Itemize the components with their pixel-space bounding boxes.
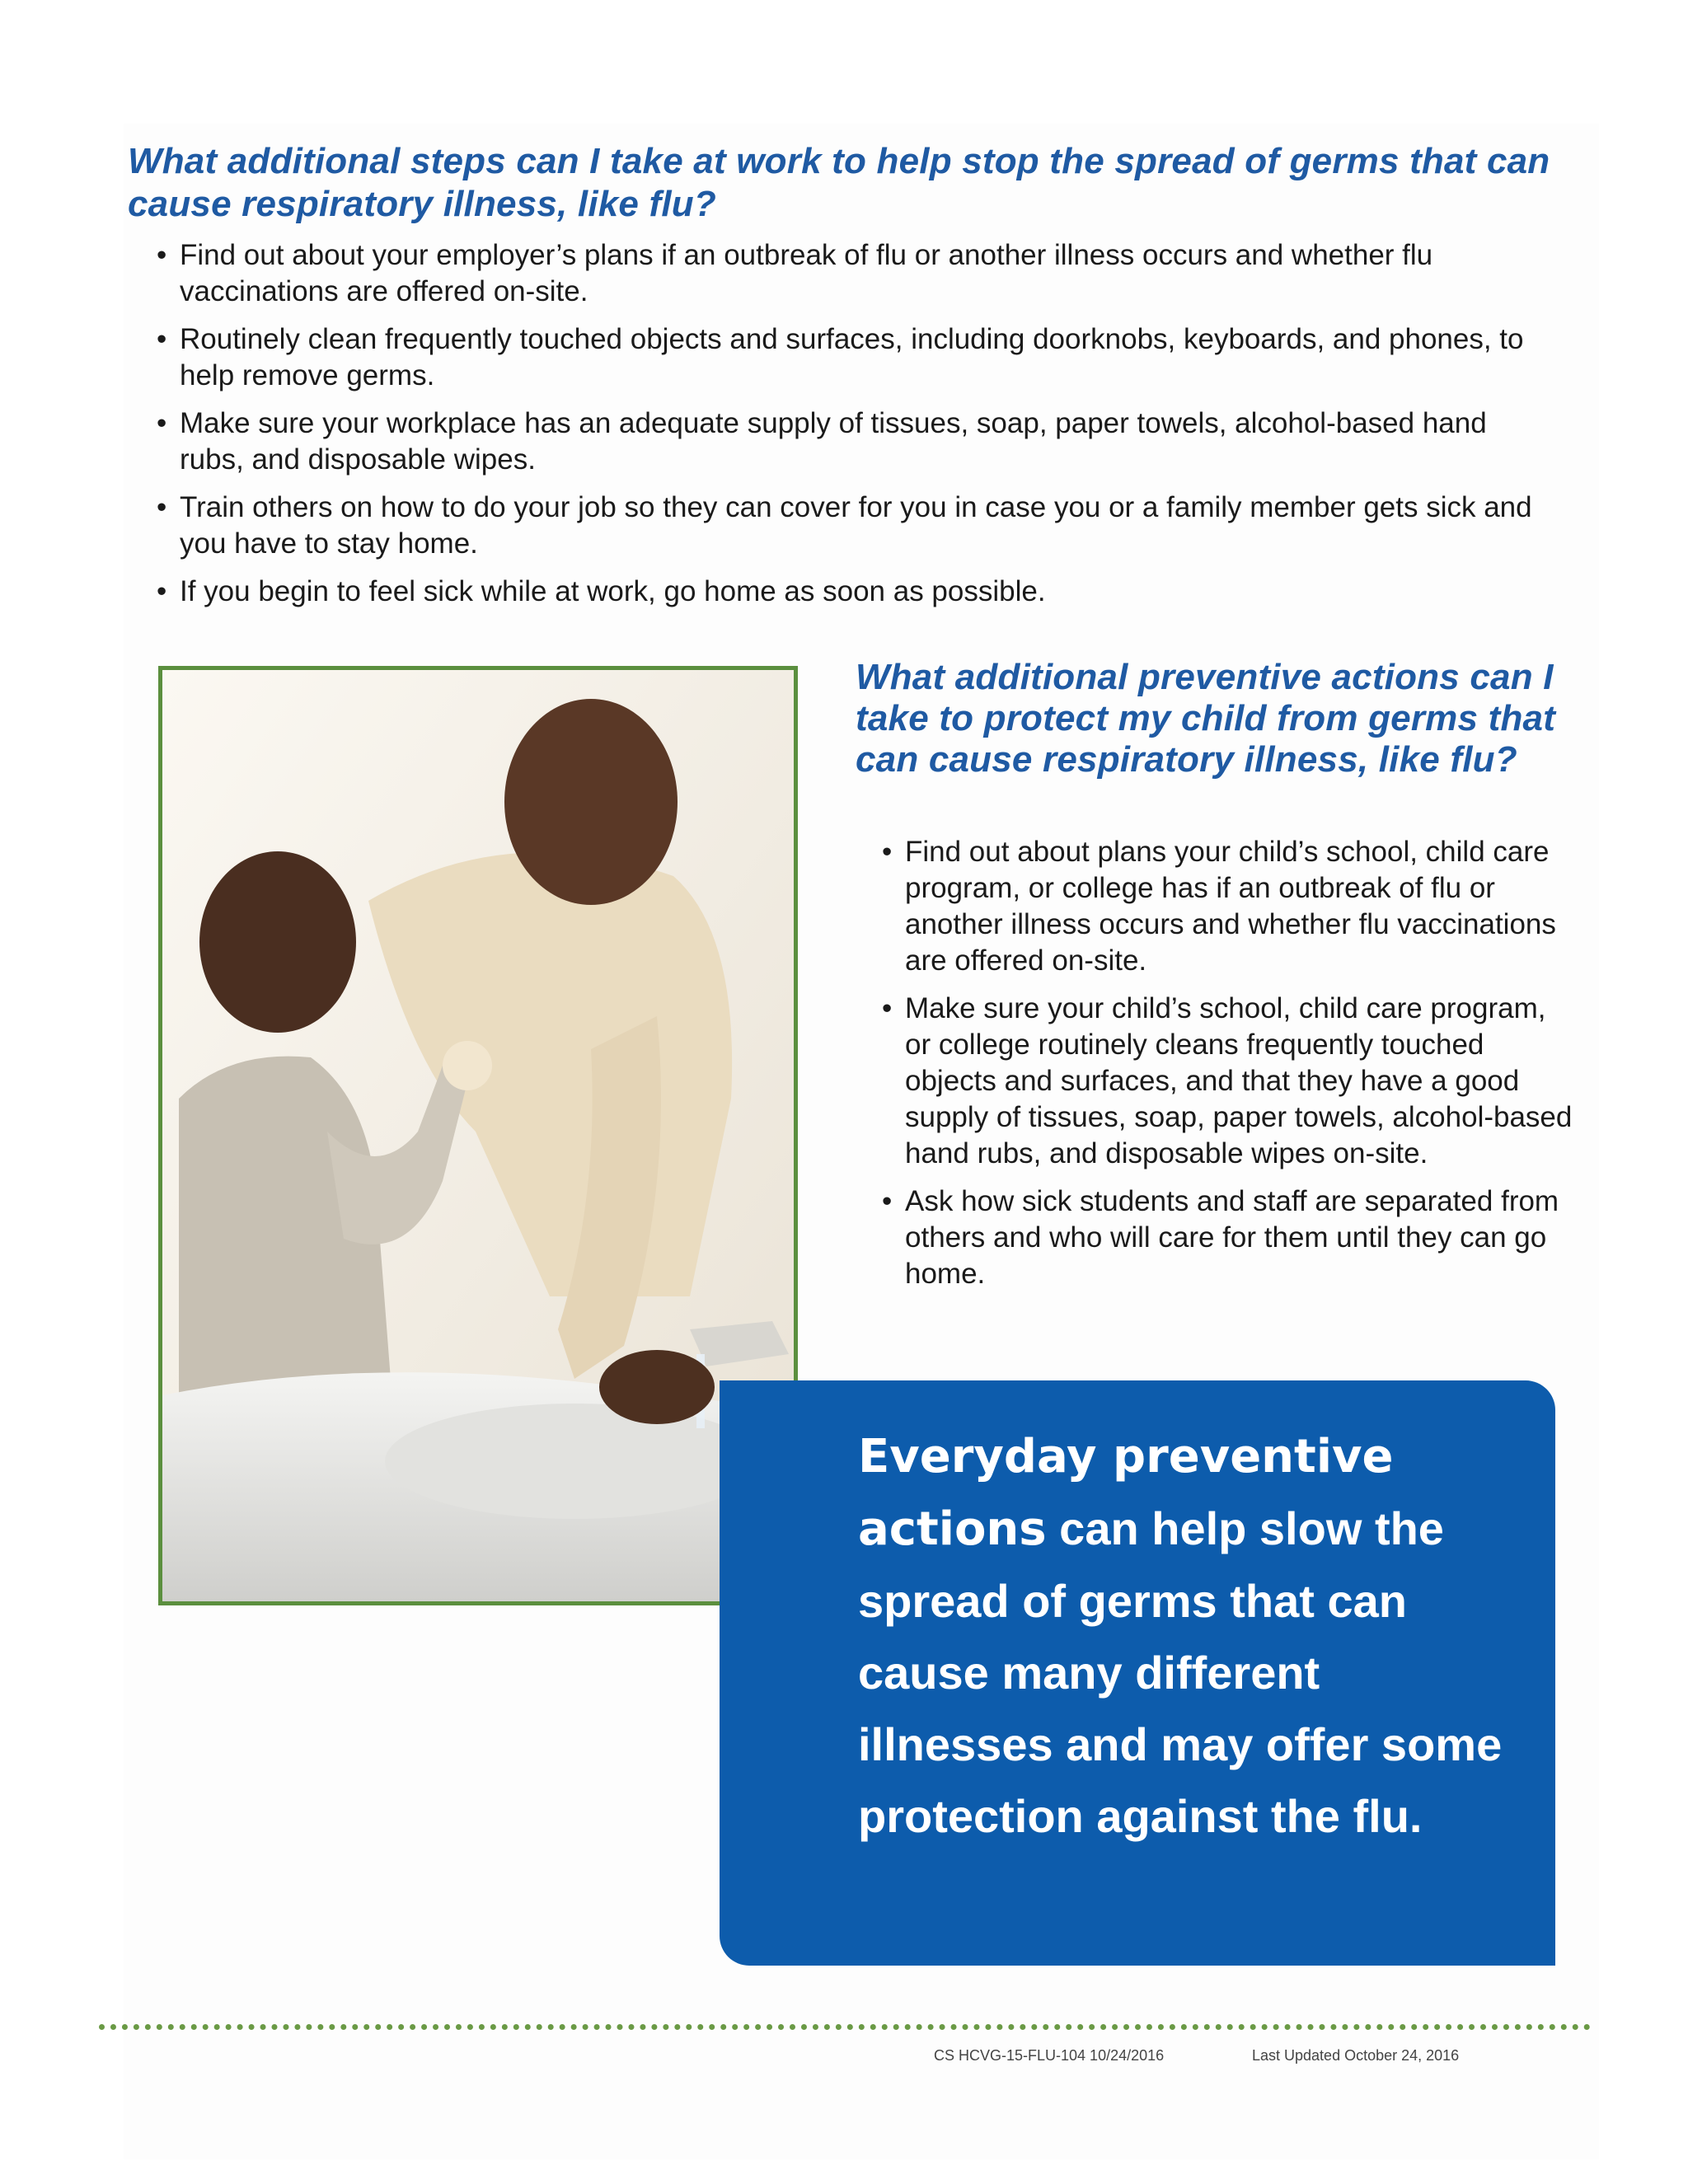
- list-item: • Routinely clean frequently touched objects and surfaces, including doorknobs, keyboards, and phones, to help remove germs.: [157, 321, 1558, 394]
- adult-head: [504, 699, 678, 905]
- child-head: [199, 851, 356, 1033]
- callout-text: [858, 1420, 1517, 1852]
- list-item: • Train others on how to do your job so they can cover for you in case you or a family member gets sick and you have to stay home.: [157, 490, 1558, 562]
- callout-lead: Everyday preventive actions: [858, 1430, 1394, 1556]
- footer-last-updated: Last Updated October 24, 2016: [1252, 2047, 1460, 2064]
- work-bullet-list: [157, 237, 1558, 621]
- list-item: • Find out about plans your child’s school, child care program, or college has if an outbreak of flu or another illness occurs and whether flu vaccinations are offered on-site.: [882, 834, 1574, 979]
- footer-doc-code: CS HCVG-15-FLU-104 10/24/2016: [934, 2047, 1165, 2064]
- list-item: • If you begin to feel sick while at work, go home as soon as possible.: [157, 574, 1558, 610]
- hands: [599, 1350, 715, 1424]
- footer-divider: [99, 2024, 1591, 2030]
- list-item: • Ask how sick students and staff are separated from others and who will care for them until they can go home.: [882, 1183, 1574, 1292]
- callout-rest: can help slow the spread of germs that can cause many different illnesses and may offer some protection against the flu.: [858, 1502, 1503, 1842]
- callout-box: [720, 1380, 1555, 1966]
- work-section-heading: What additional steps can I take at work to help stop the spread of germs that can cause respiratory illness, like flu?: [128, 141, 1550, 224]
- photo-illustration: [162, 670, 794, 1601]
- child-bullet-list: [882, 834, 1574, 1304]
- list-item: • Make sure your workplace has an adequate supply of tissues, soap, paper towels, alcohol-based hand rubs, and disposable wipes.: [157, 405, 1558, 478]
- child-section-heading: What additional preventive actions can I take to protect my child from germs that can cause respiratory illness, like flu?: [856, 657, 1556, 780]
- soap-bar: [443, 1041, 492, 1090]
- sink-bowl: [385, 1404, 764, 1519]
- list-item: • Find out about your employer’s plans if an outbreak of flu or another illness occurs and whether flu vaccinations are offered on-site.: [157, 237, 1558, 310]
- handwashing-photo: [158, 666, 798, 1605]
- list-item: • Make sure your child’s school, child care program, or college routinely cleans frequently touched objects and surfaces, and that they have a good supply of tissues, soap, paper towels, alcohol-based hand rubs, and disposable wipes on-site.: [882, 991, 1574, 1172]
